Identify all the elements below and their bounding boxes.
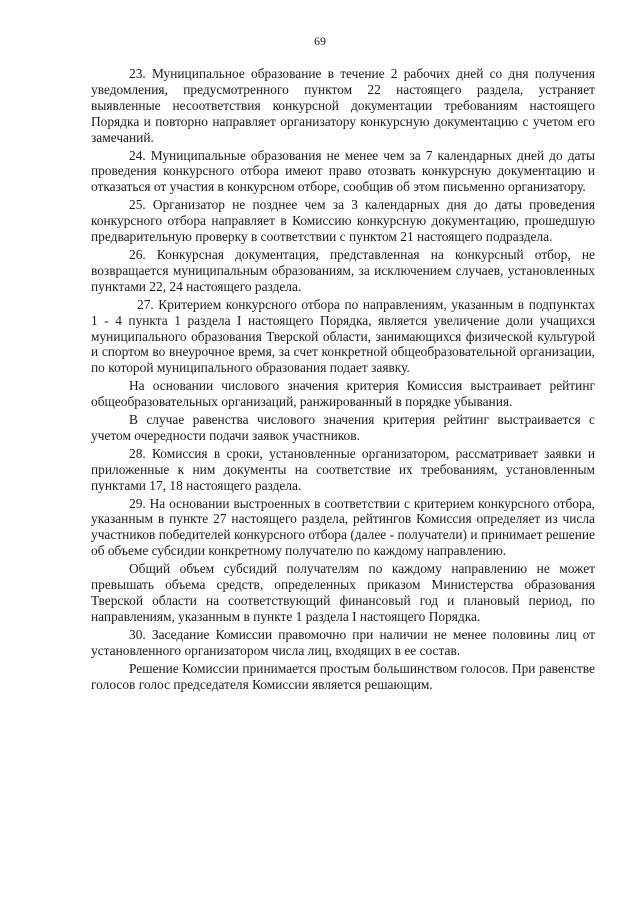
paragraph-27: 27. Критерием конкурсного отбора по направлениям, указанным в подпунктах 1 - 4 пункта 1 раздела I настоящего Порядка, является увеличение доли учащихся муниципального образования Тверской области, занимающихся физической культурой и спортом во внеурочное время, за счет конкретной общеобразовательной организации, по которой муниципального образования подает заявку. (91, 296, 595, 376)
paragraph-28: 28. Комиссия в сроки, установленные организатором, рассматривает заявки и приложенные к ним документы на соответствие их требованиям, установленным пунктами 17, 18 настоящего раздела. (91, 445, 595, 493)
paragraph-29-volume: Общий объем субсидий получателям по каждому направлению не может превышать объема средств, определенных приказом Министерства образования Тверской области на соответствующий финансовый год и плановый период, по направлениям, указанным в пункте 1 раздела I настоящего Порядка. (91, 561, 595, 624)
paragraph-30-decision: Решение Комиссии принимается простым большинством голосов. При равенстве голосов голос председателя Комиссии является решающим. (91, 660, 595, 692)
paragraph-29: 29. На основании выстроенных в соответствии с критерием конкурсного отбора, указанным в пункте 27 настоящего раздела, рейтингов Комиссия определяет из числа участников победителей конкурсного отбора (далее - получатели) и принимает решение об объеме субсидии конкретному получателю по каждому направлению. (91, 495, 595, 559)
paragraph-30: 30. Заседание Комиссии правомочно при наличии не менее половины лиц от установленного организатором числа лиц, входящих в ее состав. (91, 626, 595, 658)
paragraph-24: 24. Муниципальные образования не менее чем за 7 календарных дней до даты проведения конкурсного отбора имеют право отозвать конкурсную документацию и отказаться от участия в конкурсном отборе, сообщив об этом письменно организатору. (91, 147, 595, 195)
paragraph-27-rating: На основании числового значения критерия Комиссия выстраивает рейтинг общеобразовательных организаций, ранжированный в порядке убывания. (91, 378, 595, 410)
document-body (91, 66, 595, 694)
paragraph-26: 26. Конкурсная документация, представленная на конкурсный отбор, не возвращается муниципальным образованиям, за исключением случаев, установленных пунктами 22, 24 настоящего раздела. (91, 246, 595, 294)
paragraph-25: 25. Организатор не позднее чем за 3 календарных дня до даты проведения конкурсного отбора направляет в Комиссию конкурсную документацию, прошедшую предварительную проверку в соответствии с пунктом 21 настоящего подраздела. (91, 197, 595, 245)
paragraph-27-equality: В случае равенства числового значения критерия рейтинг выстраивается с учетом очередности подачи заявок участников. (91, 412, 595, 443)
page-number: 69 (314, 34, 326, 48)
paragraph-23: 23. Муниципальное образование в течение 2 рабочих дней со дня получения уведомления, предусмотренного пунктом 22 настоящего раздела, устраняет выявленные несоответствия конкурсной документации требованиям настоящего Порядка и повторно направляет организатору конкурсную документацию с учетом его замечаний. (91, 66, 595, 145)
